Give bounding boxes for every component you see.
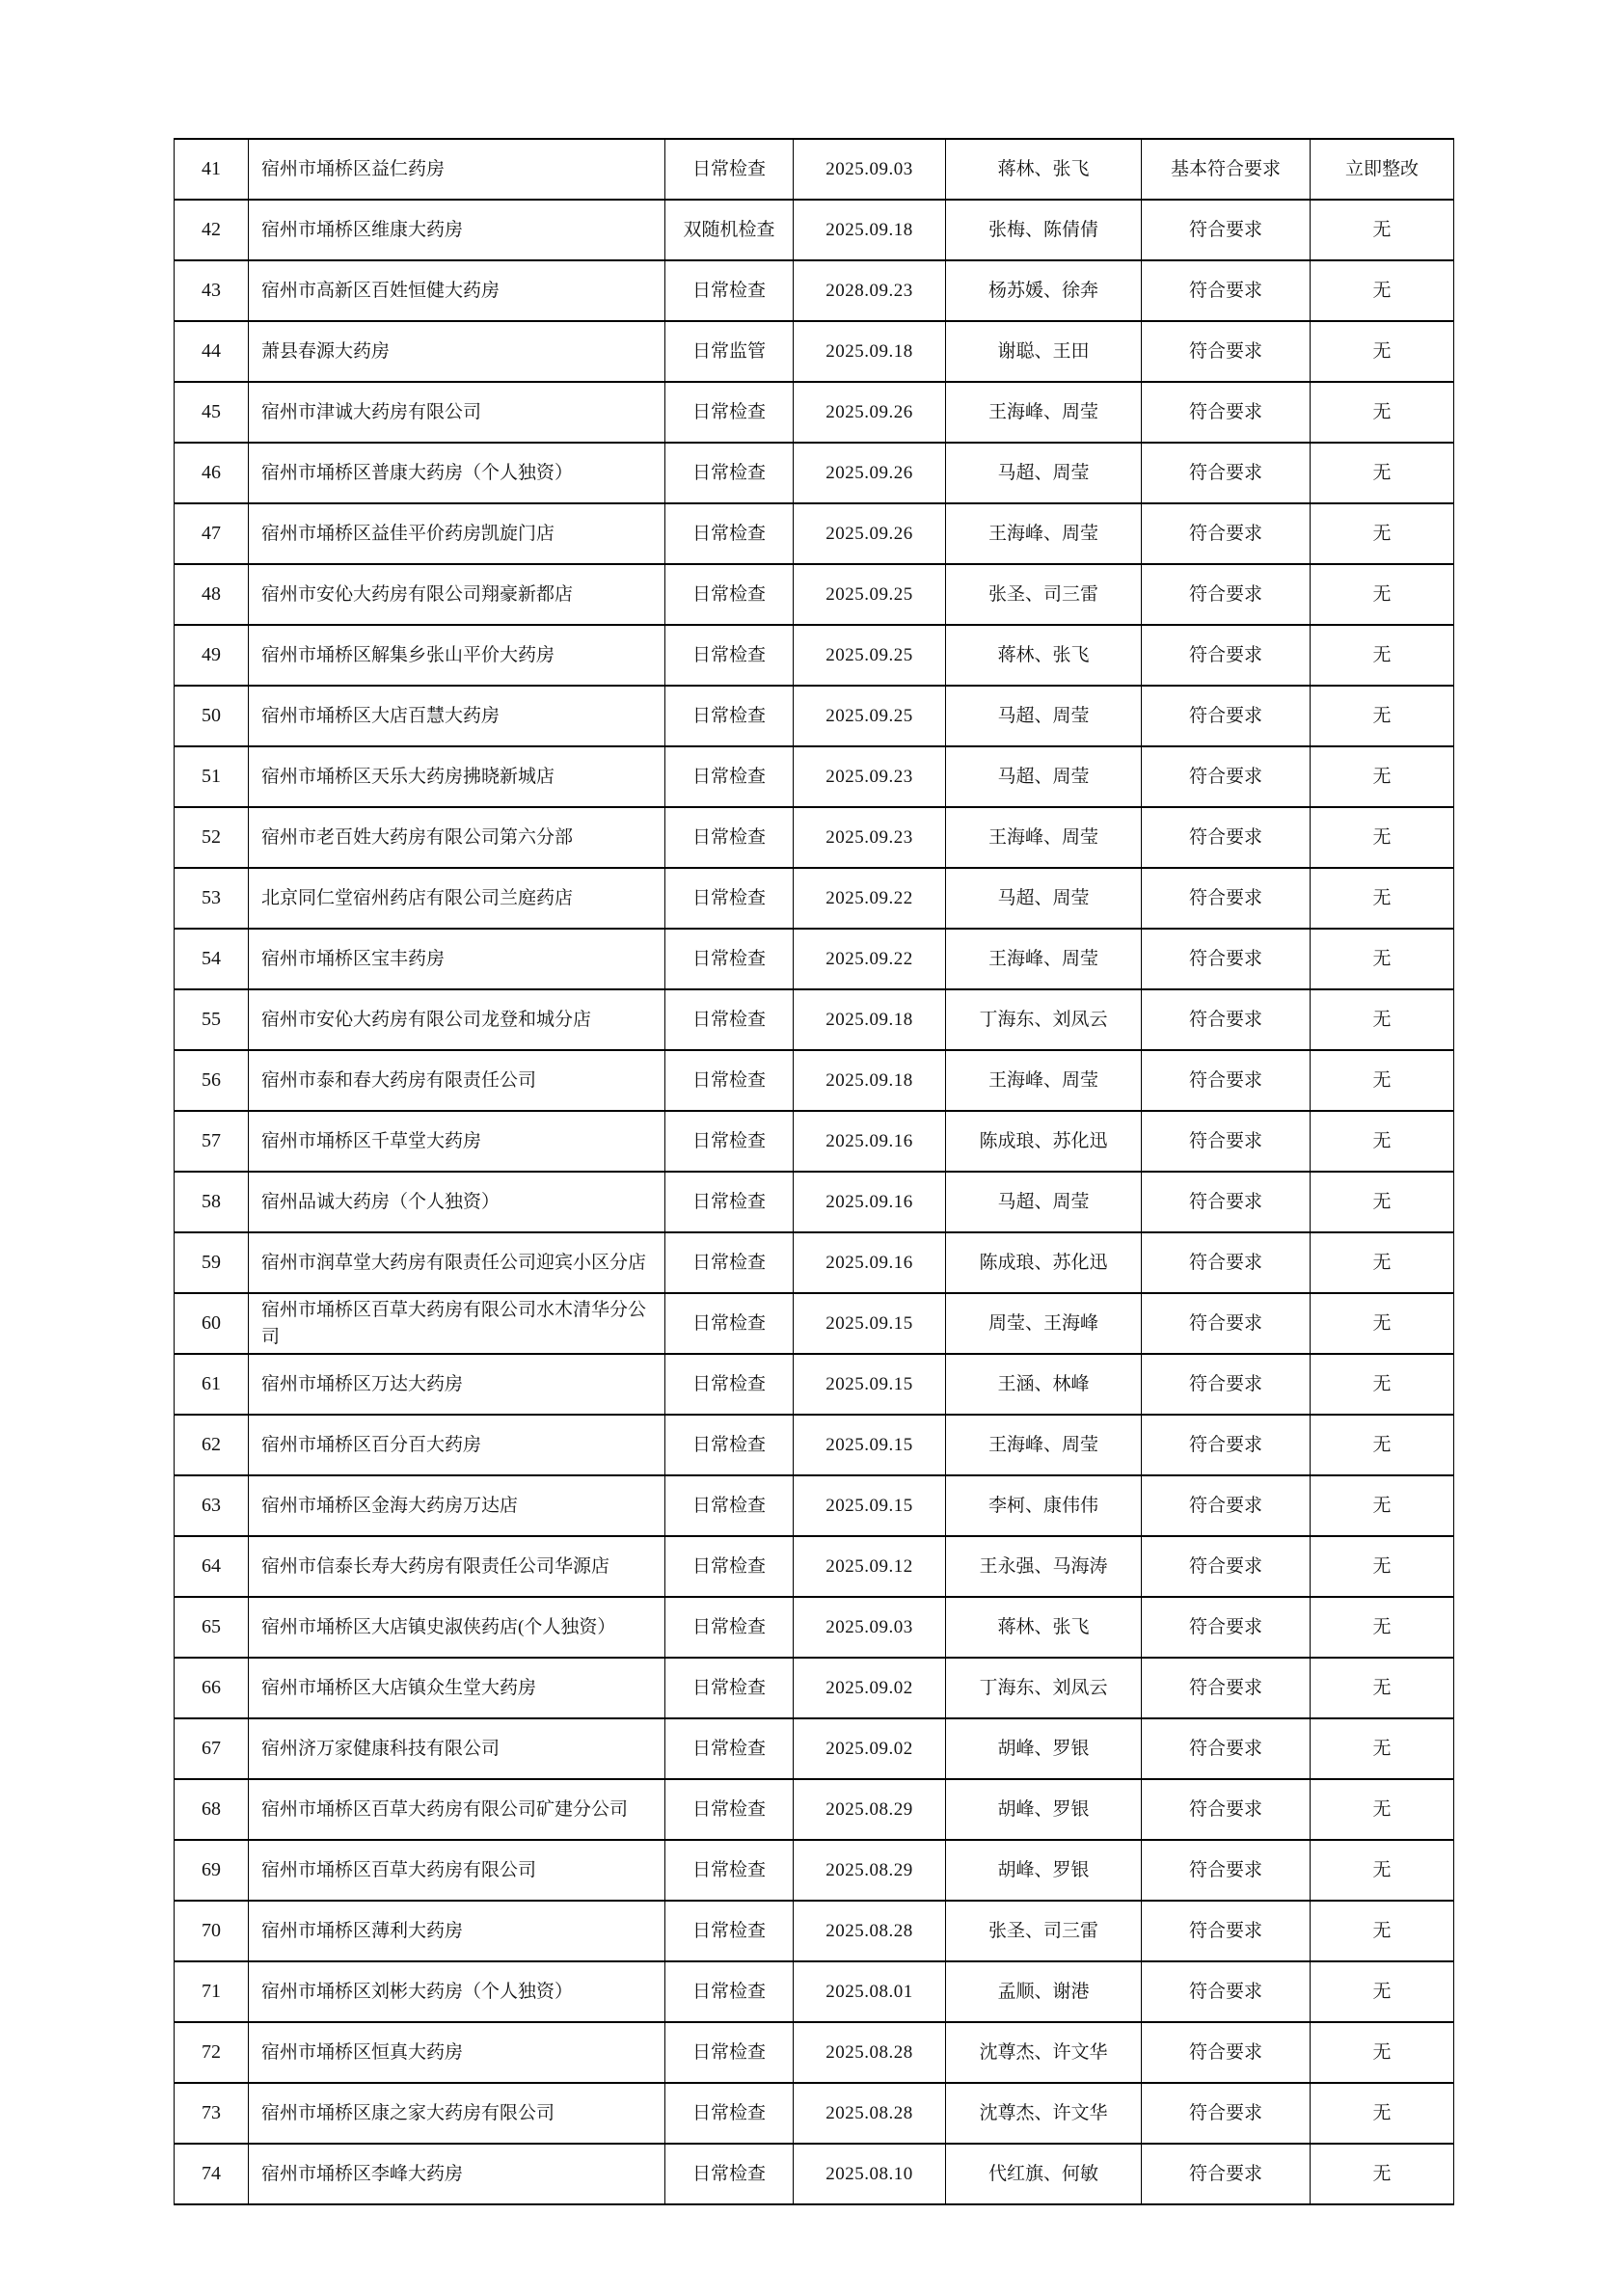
cell-pharmacy-name: 宿州市信泰长寿大药房有限责任公司华源店	[249, 1536, 665, 1597]
table-row	[175, 1232, 1454, 1293]
cell-inspection-type: 日常检查	[665, 1901, 794, 1961]
cell-pharmacy-name: 宿州市埇桥区大店镇史淑侠药店(个人独资）	[249, 1597, 665, 1658]
cell-result: 符合要求	[1142, 1293, 1311, 1354]
cell-inspectors: 胡峰、罗银	[946, 1840, 1142, 1901]
cell-inspectors: 沈尊杰、许文华	[946, 2022, 1142, 2083]
cell-pharmacy-name: 宿州市安伈大药房有限公司龙登和城分店	[249, 989, 665, 1050]
table-row	[175, 1779, 1454, 1840]
cell-remediation: 无	[1311, 1475, 1454, 1536]
table-row	[175, 1354, 1454, 1415]
cell-inspection-date: 2025.09.15	[794, 1293, 946, 1354]
cell-inspectors: 胡峰、罗银	[946, 1779, 1142, 1840]
cell-result: 符合要求	[1142, 929, 1311, 989]
cell-inspection-date: 2025.09.22	[794, 868, 946, 929]
cell-pharmacy-name: 宿州市老百姓大药房有限公司第六分部	[249, 807, 665, 868]
cell-pharmacy-name: 宿州市埇桥区百草大药房有限公司	[249, 1840, 665, 1901]
cell-inspectors: 王海峰、周莹	[946, 1050, 1142, 1111]
cell-serial-number: 44	[175, 321, 249, 382]
cell-inspection-type: 日常检查	[665, 1779, 794, 1840]
cell-pharmacy-name: 宿州市埇桥区大店百慧大药房	[249, 686, 665, 746]
cell-inspection-type: 日常检查	[665, 2083, 794, 2144]
cell-inspectors: 王海峰、周莹	[946, 1415, 1142, 1475]
cell-result: 符合要求	[1142, 686, 1311, 746]
cell-inspection-date: 2025.09.25	[794, 625, 946, 686]
cell-inspection-type: 日常检查	[665, 1536, 794, 1597]
cell-inspection-date: 2025.09.15	[794, 1354, 946, 1415]
cell-inspection-type: 日常检查	[665, 1172, 794, 1232]
cell-remediation: 无	[1311, 1718, 1454, 1779]
cell-result: 符合要求	[1142, 1475, 1311, 1536]
cell-inspectors: 马超、周莹	[946, 746, 1142, 807]
cell-serial-number: 66	[175, 1658, 249, 1718]
cell-inspectors: 丁海东、刘凤云	[946, 989, 1142, 1050]
cell-serial-number: 58	[175, 1172, 249, 1232]
cell-inspection-date: 2025.09.02	[794, 1718, 946, 1779]
cell-remediation: 无	[1311, 1050, 1454, 1111]
cell-inspection-type: 日常检查	[665, 1718, 794, 1779]
cell-remediation: 无	[1311, 1779, 1454, 1840]
cell-remediation: 无	[1311, 1840, 1454, 1901]
cell-remediation: 无	[1311, 625, 1454, 686]
table-row	[175, 1050, 1454, 1111]
cell-result: 符合要求	[1142, 1354, 1311, 1415]
table-row	[175, 260, 1454, 321]
cell-inspection-type: 日常检查	[665, 1475, 794, 1536]
cell-pharmacy-name: 宿州市润草堂大药房有限责任公司迎宾小区分店	[249, 1232, 665, 1293]
cell-inspection-date: 2025.08.01	[794, 1961, 946, 2022]
cell-inspectors: 蒋林、张飞	[946, 139, 1142, 200]
cell-serial-number: 63	[175, 1475, 249, 1536]
cell-serial-number: 52	[175, 807, 249, 868]
cell-pharmacy-name: 宿州市埇桥区百草大药房有限公司矿建分公司	[249, 1779, 665, 1840]
cell-inspection-date: 2025.09.16	[794, 1111, 946, 1172]
cell-inspection-date: 2025.09.26	[794, 503, 946, 564]
cell-result: 符合要求	[1142, 503, 1311, 564]
cell-remediation: 无	[1311, 321, 1454, 382]
cell-inspection-date: 2025.09.02	[794, 1658, 946, 1718]
cell-pharmacy-name: 宿州市埇桥区李峰大药房	[249, 2144, 665, 2204]
cell-serial-number: 68	[175, 1779, 249, 1840]
cell-serial-number: 41	[175, 139, 249, 200]
cell-inspectors: 胡峰、罗银	[946, 1718, 1142, 1779]
cell-remediation: 无	[1311, 1536, 1454, 1597]
table-row	[175, 1475, 1454, 1536]
cell-pharmacy-name: 宿州市泰和春大药房有限责任公司	[249, 1050, 665, 1111]
cell-inspection-type: 日常检查	[665, 1658, 794, 1718]
cell-inspection-type: 日常检查	[665, 1050, 794, 1111]
cell-result: 符合要求	[1142, 382, 1311, 443]
table-row	[175, 625, 1454, 686]
table-row	[175, 929, 1454, 989]
cell-result: 符合要求	[1142, 1961, 1311, 2022]
cell-inspectors: 张圣、司三雷	[946, 1901, 1142, 1961]
cell-pharmacy-name: 宿州市埇桥区益佳平价药房凯旋门店	[249, 503, 665, 564]
cell-serial-number: 51	[175, 746, 249, 807]
cell-serial-number: 53	[175, 868, 249, 929]
cell-inspection-date: 2025.08.28	[794, 1901, 946, 1961]
cell-inspection-date: 2025.09.15	[794, 1475, 946, 1536]
cell-inspection-date: 2025.09.18	[794, 200, 946, 260]
cell-result: 符合要求	[1142, 1658, 1311, 1718]
cell-inspection-type: 日常检查	[665, 2144, 794, 2204]
cell-serial-number: 60	[175, 1293, 249, 1354]
cell-serial-number: 65	[175, 1597, 249, 1658]
cell-remediation: 无	[1311, 260, 1454, 321]
cell-result: 符合要求	[1142, 989, 1311, 1050]
cell-result: 符合要求	[1142, 1718, 1311, 1779]
table-row	[175, 321, 1454, 382]
cell-inspection-type: 日常检查	[665, 807, 794, 868]
cell-result: 符合要求	[1142, 1050, 1311, 1111]
cell-serial-number: 64	[175, 1536, 249, 1597]
cell-inspection-date: 2025.08.10	[794, 2144, 946, 2204]
cell-inspection-date: 2025.09.18	[794, 1050, 946, 1111]
cell-inspectors: 代红旗、何敏	[946, 2144, 1142, 2204]
cell-serial-number: 57	[175, 1111, 249, 1172]
cell-inspection-type: 日常检查	[665, 1111, 794, 1172]
cell-inspectors: 丁海东、刘凤云	[946, 1658, 1142, 1718]
table-row	[175, 1111, 1454, 1172]
cell-serial-number: 46	[175, 443, 249, 503]
cell-remediation: 无	[1311, 1354, 1454, 1415]
cell-inspectors: 谢聪、王田	[946, 321, 1142, 382]
cell-result: 符合要求	[1142, 1779, 1311, 1840]
cell-inspection-type: 日常检查	[665, 139, 794, 200]
cell-serial-number: 72	[175, 2022, 249, 2083]
cell-pharmacy-name: 宿州济万家健康科技有限公司	[249, 1718, 665, 1779]
table-row	[175, 1415, 1454, 1475]
cell-inspection-type: 日常检查	[665, 2022, 794, 2083]
table-row	[175, 1658, 1454, 1718]
cell-inspectors: 蒋林、张飞	[946, 625, 1142, 686]
inspection-table-container	[174, 138, 1453, 2205]
cell-result: 符合要求	[1142, 2083, 1311, 2144]
cell-inspectors: 王涵、林峰	[946, 1354, 1142, 1415]
table-row	[175, 868, 1454, 929]
cell-remediation: 无	[1311, 443, 1454, 503]
cell-inspection-date: 2025.09.23	[794, 746, 946, 807]
cell-inspection-type: 日常检查	[665, 1232, 794, 1293]
cell-inspection-type: 日常检查	[665, 382, 794, 443]
cell-inspection-date: 2025.09.16	[794, 1172, 946, 1232]
cell-serial-number: 71	[175, 1961, 249, 2022]
cell-remediation: 无	[1311, 1111, 1454, 1172]
cell-result: 符合要求	[1142, 1232, 1311, 1293]
cell-remediation: 无	[1311, 1658, 1454, 1718]
cell-inspection-type: 日常监管	[665, 321, 794, 382]
cell-inspectors: 孟顺、谢港	[946, 1961, 1142, 2022]
cell-inspection-type: 日常检查	[665, 1597, 794, 1658]
cell-inspectors: 陈成琅、苏化迅	[946, 1232, 1142, 1293]
cell-inspection-date: 2025.09.12	[794, 1536, 946, 1597]
cell-remediation: 无	[1311, 868, 1454, 929]
cell-result: 符合要求	[1142, 868, 1311, 929]
cell-result: 符合要求	[1142, 1840, 1311, 1901]
table-row	[175, 1293, 1454, 1354]
cell-remediation: 无	[1311, 929, 1454, 989]
cell-inspection-type: 日常检查	[665, 746, 794, 807]
cell-remediation: 无	[1311, 200, 1454, 260]
cell-inspectors: 张梅、陈倩倩	[946, 200, 1142, 260]
cell-inspection-type: 日常检查	[665, 625, 794, 686]
table-row	[175, 2144, 1454, 2204]
cell-inspection-type: 日常检查	[665, 564, 794, 625]
cell-pharmacy-name: 宿州市埇桥区刘彬大药房（个人独资）	[249, 1961, 665, 2022]
cell-remediation: 无	[1311, 1901, 1454, 1961]
cell-inspectors: 王永强、马海涛	[946, 1536, 1142, 1597]
table-row	[175, 1597, 1454, 1658]
cell-serial-number: 42	[175, 200, 249, 260]
cell-serial-number: 45	[175, 382, 249, 443]
table-row	[175, 686, 1454, 746]
cell-remediation: 无	[1311, 564, 1454, 625]
cell-pharmacy-name: 宿州市埇桥区维康大药房	[249, 200, 665, 260]
cell-inspection-type: 日常检查	[665, 1961, 794, 2022]
cell-inspectors: 王海峰、周莹	[946, 382, 1142, 443]
cell-pharmacy-name: 宿州市埇桥区百草大药房有限公司水木清华分公司	[249, 1293, 665, 1354]
cell-pharmacy-name: 北京同仁堂宿州药店有限公司兰庭药店	[249, 868, 665, 929]
table-row	[175, 1840, 1454, 1901]
cell-remediation: 无	[1311, 1293, 1454, 1354]
cell-inspection-date: 2025.09.22	[794, 929, 946, 989]
cell-pharmacy-name: 宿州市埇桥区金海大药房万达店	[249, 1475, 665, 1536]
cell-result: 符合要求	[1142, 1415, 1311, 1475]
cell-inspection-date: 2025.09.25	[794, 564, 946, 625]
cell-inspectors: 马超、周莹	[946, 1172, 1142, 1232]
cell-serial-number: 49	[175, 625, 249, 686]
cell-serial-number: 74	[175, 2144, 249, 2204]
cell-inspection-type: 日常检查	[665, 503, 794, 564]
table-row	[175, 807, 1454, 868]
cell-remediation: 无	[1311, 2083, 1454, 2144]
cell-inspection-date: 2025.09.03	[794, 139, 946, 200]
cell-serial-number: 67	[175, 1718, 249, 1779]
cell-inspection-date: 2025.09.03	[794, 1597, 946, 1658]
cell-pharmacy-name: 宿州品诚大药房（个人独资）	[249, 1172, 665, 1232]
table-body	[175, 139, 1454, 2204]
cell-remediation: 无	[1311, 807, 1454, 868]
cell-pharmacy-name: 宿州市埇桥区千草堂大药房	[249, 1111, 665, 1172]
cell-result: 符合要求	[1142, 321, 1311, 382]
cell-inspection-type: 日常检查	[665, 989, 794, 1050]
cell-serial-number: 43	[175, 260, 249, 321]
cell-remediation: 无	[1311, 1597, 1454, 1658]
cell-inspection-type: 日常检查	[665, 1293, 794, 1354]
cell-remediation: 立即整改	[1311, 139, 1454, 200]
cell-inspection-date: 2025.08.28	[794, 2022, 946, 2083]
cell-inspectors: 张圣、司三雷	[946, 564, 1142, 625]
cell-result: 符合要求	[1142, 1901, 1311, 1961]
cell-pharmacy-name: 宿州市埇桥区恒真大药房	[249, 2022, 665, 2083]
cell-inspectors: 马超、周莹	[946, 443, 1142, 503]
cell-inspection-type: 日常检查	[665, 686, 794, 746]
cell-pharmacy-name: 宿州市埇桥区薄利大药房	[249, 1901, 665, 1961]
table-row	[175, 1961, 1454, 2022]
cell-serial-number: 48	[175, 564, 249, 625]
cell-pharmacy-name: 宿州市埇桥区康之家大药房有限公司	[249, 2083, 665, 2144]
table-row	[175, 139, 1454, 200]
table-row	[175, 382, 1454, 443]
table-row	[175, 989, 1454, 1050]
table-row	[175, 443, 1454, 503]
cell-inspection-type: 日常检查	[665, 1840, 794, 1901]
cell-pharmacy-name: 萧县春源大药房	[249, 321, 665, 382]
cell-result: 符合要求	[1142, 260, 1311, 321]
cell-remediation: 无	[1311, 746, 1454, 807]
cell-pharmacy-name: 宿州市埇桥区普康大药房（个人独资）	[249, 443, 665, 503]
table-row	[175, 2022, 1454, 2083]
cell-serial-number: 61	[175, 1354, 249, 1415]
cell-inspectors: 马超、周莹	[946, 868, 1142, 929]
cell-result: 符合要求	[1142, 564, 1311, 625]
table-row	[175, 1901, 1454, 1961]
cell-result: 符合要求	[1142, 1172, 1311, 1232]
cell-inspection-date: 2025.08.29	[794, 1840, 946, 1901]
table-row	[175, 1536, 1454, 1597]
cell-remediation: 无	[1311, 1415, 1454, 1475]
cell-remediation: 无	[1311, 989, 1454, 1050]
cell-pharmacy-name: 宿州市高新区百姓恒健大药房	[249, 260, 665, 321]
table-row	[175, 503, 1454, 564]
cell-result: 符合要求	[1142, 200, 1311, 260]
cell-remediation: 无	[1311, 2144, 1454, 2204]
cell-remediation: 无	[1311, 1232, 1454, 1293]
cell-serial-number: 55	[175, 989, 249, 1050]
cell-inspection-type: 日常检查	[665, 1415, 794, 1475]
cell-result: 基本符合要求	[1142, 139, 1311, 200]
cell-serial-number: 59	[175, 1232, 249, 1293]
table-row	[175, 564, 1454, 625]
cell-serial-number: 70	[175, 1901, 249, 1961]
cell-inspectors: 陈成琅、苏化迅	[946, 1111, 1142, 1172]
table-row	[175, 746, 1454, 807]
cell-result: 符合要求	[1142, 2022, 1311, 2083]
cell-remediation: 无	[1311, 503, 1454, 564]
cell-pharmacy-name: 宿州市安伈大药房有限公司翔豪新都店	[249, 564, 665, 625]
cell-inspection-type: 日常检查	[665, 868, 794, 929]
cell-result: 符合要求	[1142, 625, 1311, 686]
cell-inspection-date: 2028.09.23	[794, 260, 946, 321]
cell-remediation: 无	[1311, 2022, 1454, 2083]
cell-inspection-type: 双随机检查	[665, 200, 794, 260]
cell-pharmacy-name: 宿州市埇桥区天乐大药房拂晓新城店	[249, 746, 665, 807]
cell-inspection-type: 日常检查	[665, 1354, 794, 1415]
cell-inspection-date: 2025.08.28	[794, 2083, 946, 2144]
cell-result: 符合要求	[1142, 1597, 1311, 1658]
cell-inspectors: 周莹、王海峰	[946, 1293, 1142, 1354]
cell-inspection-date: 2025.09.25	[794, 686, 946, 746]
cell-remediation: 无	[1311, 1172, 1454, 1232]
cell-serial-number: 56	[175, 1050, 249, 1111]
cell-pharmacy-name: 宿州市埇桥区大店镇众生堂大药房	[249, 1658, 665, 1718]
cell-inspection-type: 日常检查	[665, 929, 794, 989]
cell-inspection-date: 2025.09.26	[794, 382, 946, 443]
cell-serial-number: 62	[175, 1415, 249, 1475]
cell-inspection-type: 日常检查	[665, 260, 794, 321]
cell-inspectors: 李柯、康伟伟	[946, 1475, 1142, 1536]
cell-result: 符合要求	[1142, 1536, 1311, 1597]
cell-serial-number: 73	[175, 2083, 249, 2144]
cell-inspectors: 杨苏媛、徐奔	[946, 260, 1142, 321]
cell-result: 符合要求	[1142, 2144, 1311, 2204]
cell-serial-number: 54	[175, 929, 249, 989]
cell-serial-number: 47	[175, 503, 249, 564]
cell-inspection-date: 2025.08.29	[794, 1779, 946, 1840]
cell-pharmacy-name: 宿州市埇桥区宝丰药房	[249, 929, 665, 989]
cell-inspection-date: 2025.09.18	[794, 989, 946, 1050]
inspection-table	[174, 138, 1454, 2205]
cell-result: 符合要求	[1142, 443, 1311, 503]
cell-result: 符合要求	[1142, 807, 1311, 868]
cell-inspection-date: 2025.09.16	[794, 1232, 946, 1293]
cell-result: 符合要求	[1142, 1111, 1311, 1172]
cell-inspectors: 蒋林、张飞	[946, 1597, 1142, 1658]
cell-inspection-date: 2025.09.26	[794, 443, 946, 503]
cell-remediation: 无	[1311, 382, 1454, 443]
cell-pharmacy-name: 宿州市埇桥区解集乡张山平价大药房	[249, 625, 665, 686]
cell-pharmacy-name: 宿州市津诚大药房有限公司	[249, 382, 665, 443]
cell-result: 符合要求	[1142, 746, 1311, 807]
table-row	[175, 2083, 1454, 2144]
cell-inspectors: 王海峰、周莹	[946, 807, 1142, 868]
cell-serial-number: 50	[175, 686, 249, 746]
table-row	[175, 200, 1454, 260]
cell-inspection-date: 2025.09.18	[794, 321, 946, 382]
cell-inspectors: 沈尊杰、许文华	[946, 2083, 1142, 2144]
cell-inspectors: 王海峰、周莹	[946, 929, 1142, 989]
cell-remediation: 无	[1311, 1961, 1454, 2022]
cell-inspection-date: 2025.09.15	[794, 1415, 946, 1475]
cell-serial-number: 69	[175, 1840, 249, 1901]
cell-remediation: 无	[1311, 686, 1454, 746]
cell-inspectors: 王海峰、周莹	[946, 503, 1142, 564]
cell-inspection-type: 日常检查	[665, 443, 794, 503]
cell-pharmacy-name: 宿州市埇桥区益仁药房	[249, 139, 665, 200]
cell-pharmacy-name: 宿州市埇桥区百分百大药房	[249, 1415, 665, 1475]
cell-inspection-date: 2025.09.23	[794, 807, 946, 868]
table-row	[175, 1718, 1454, 1779]
cell-pharmacy-name: 宿州市埇桥区万达大药房	[249, 1354, 665, 1415]
table-row	[175, 1172, 1454, 1232]
cell-inspectors: 马超、周莹	[946, 686, 1142, 746]
